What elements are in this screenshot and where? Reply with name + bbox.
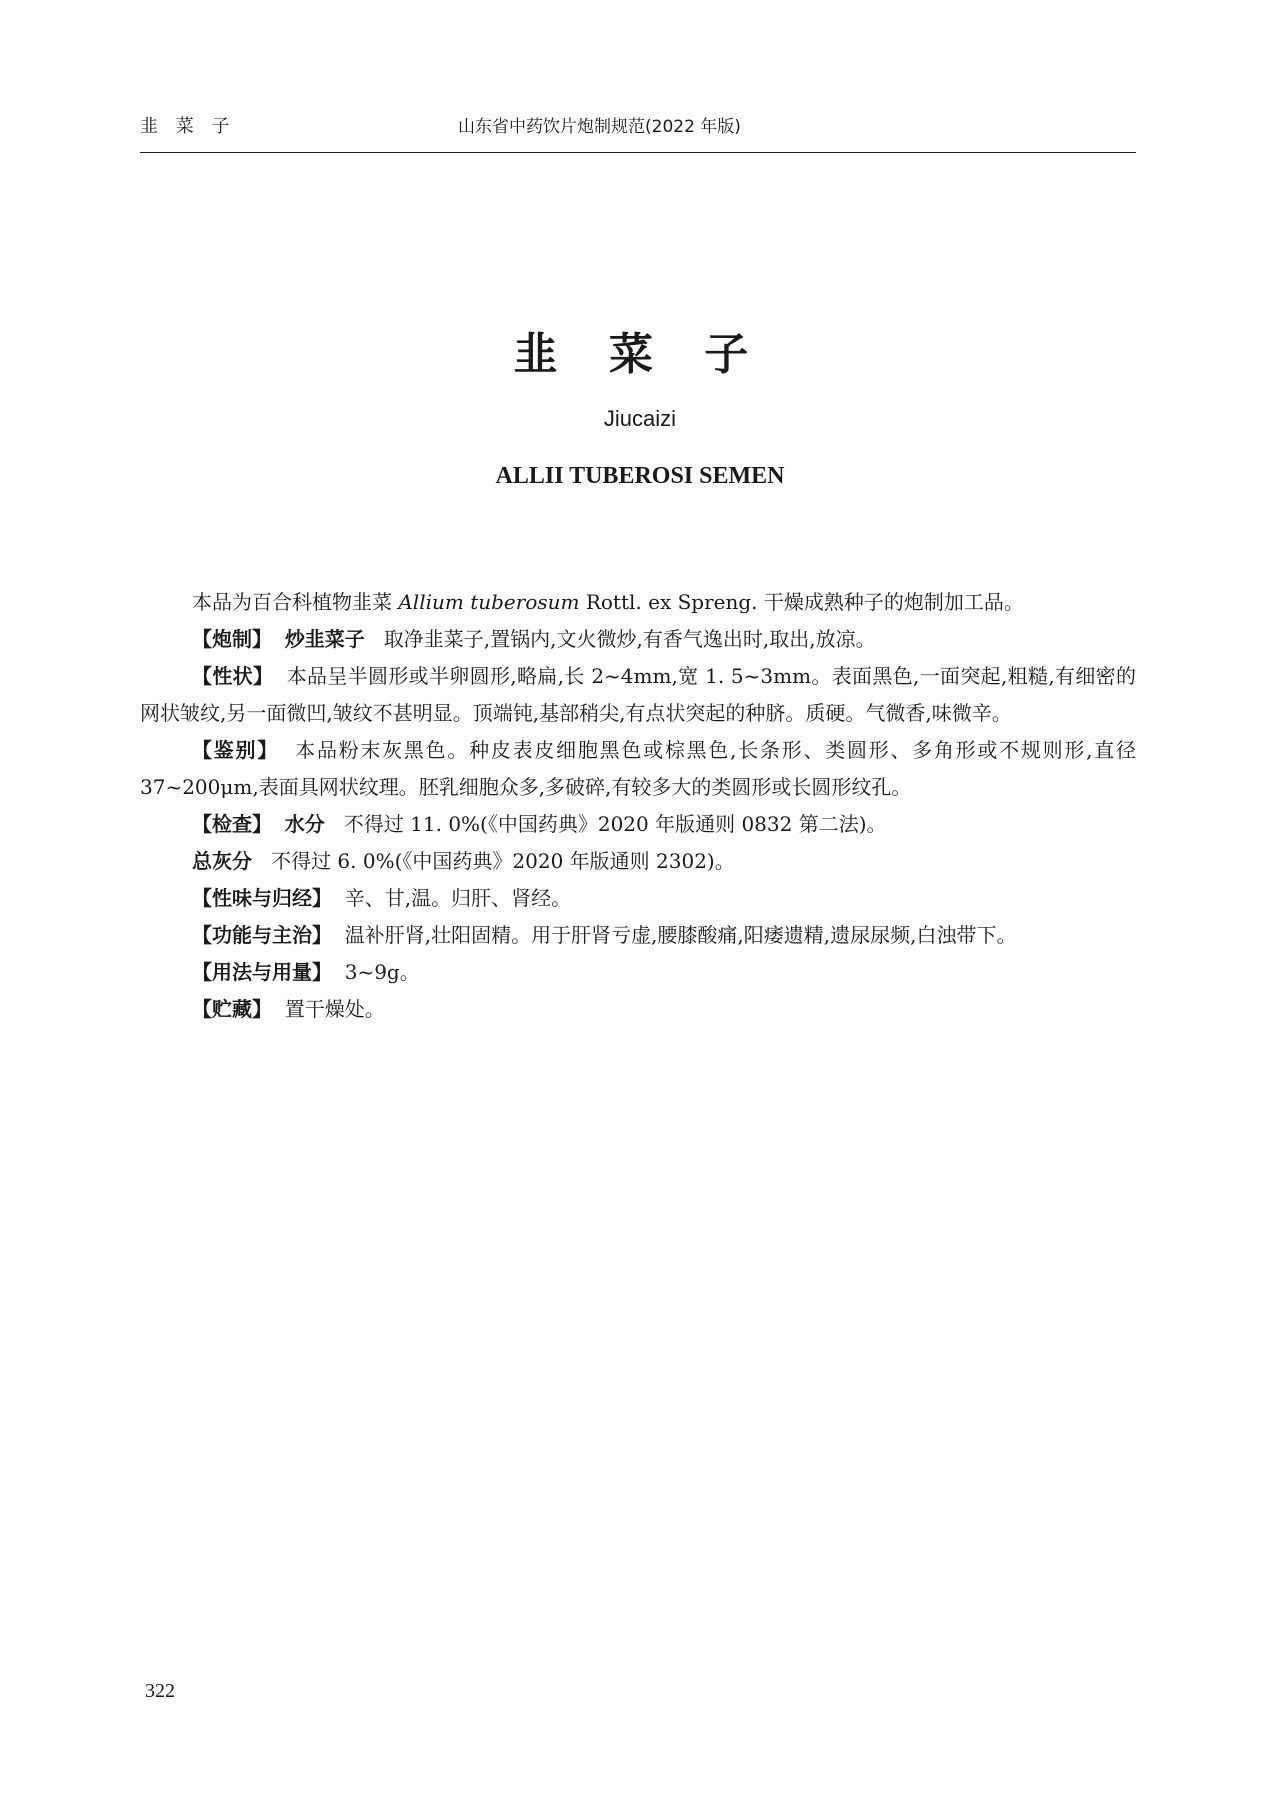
nature-label: 【性味与归经】 — [192, 886, 332, 910]
ash-text: 不得过 6. 0%(《中国药典》2020 年版通则 2302)。 — [271, 849, 735, 873]
identification-section — [140, 732, 1136, 806]
identification-label: 【鉴别】 — [192, 738, 279, 762]
intro-text: 本品为百合科植物韭菜 — [192, 590, 399, 614]
processing-section — [140, 621, 1136, 658]
function-section — [140, 917, 1136, 954]
function-label: 【功能与主治】 — [192, 923, 332, 947]
processing-label: 【炮制】 — [192, 627, 272, 651]
processing-text: 取净韭菜子,置锅内,文火微炒,有香气逸出时,取出,放凉。 — [383, 627, 876, 651]
page-title: 韭 菜 子 — [513, 329, 767, 380]
dosage-text: 3~9g。 — [344, 960, 420, 984]
moisture-label: 水分 — [284, 812, 325, 836]
storage-label: 【贮藏】 — [192, 997, 272, 1021]
examination-label: 【检查】 — [192, 812, 272, 836]
description-label: 【性状】 — [192, 664, 274, 688]
header-book-title: 山东省中药饮片炮制规范(2022 年版) — [458, 117, 741, 137]
moisture-text: 不得过 11. 0%(《中国药典》2020 年版通则 0832 第二法)。 — [343, 812, 887, 836]
processing-subtitle: 炒韭菜子 — [284, 627, 365, 651]
species-name: Allium tuberosum — [398, 590, 580, 614]
dosage-section — [140, 954, 1136, 991]
storage-section — [140, 991, 1136, 1028]
description-text: 本品呈半圆形或半卵圆形,略扁,长 2~4mm,宽 1. 5~3mm。表面黑色,一面突起,粗糙,有细密的网状皱纹,另一面微凹,皱纹不甚明显。顶端钝,基部稍尖,有点状突起的种脐。质硬。气微香,味微辛。 — [140, 664, 1137, 725]
examination-section — [140, 806, 1136, 843]
running-header — [140, 112, 1136, 153]
latin-name: ALLII TUBEROSI SEMEN — [495, 463, 785, 489]
function-text: 温补肝肾,壮阳固精。用于肝肾亏虚,腰膝酸痛,阳痿遗精,遗尿尿频,白浊带下。 — [344, 923, 1017, 947]
page-number: 322 — [145, 1680, 175, 1702]
nature-section — [140, 880, 1136, 917]
intro-text-tail: Rottl. ex Spreng. 干燥成熟种子的炮制加工品。 — [579, 590, 1024, 614]
monograph-body — [140, 584, 1136, 1028]
intro-paragraph — [140, 584, 1136, 621]
header-entry-name: 韭 菜 子 — [140, 116, 236, 137]
nature-text: 辛、甘,温。归肝、肾经。 — [344, 886, 572, 910]
storage-text: 置干燥处。 — [284, 997, 385, 1021]
ash-label: 总灰分 — [192, 849, 252, 873]
pinyin-name: Jiucaizi — [603, 406, 677, 431]
description-section — [140, 658, 1136, 732]
identification-text: 本品粉末灰黑色。种皮表皮细胞黑色或棕黑色,长条形、类圆形、多角形或不规则形,直径 37~200μm,表面具网状纹理。胚乳细胞众多,多破碎,有较多大的类圆形或长圆形纹孔。 — [140, 738, 1137, 799]
dosage-label: 【用法与用量】 — [192, 960, 332, 984]
ash-section — [140, 843, 1136, 880]
